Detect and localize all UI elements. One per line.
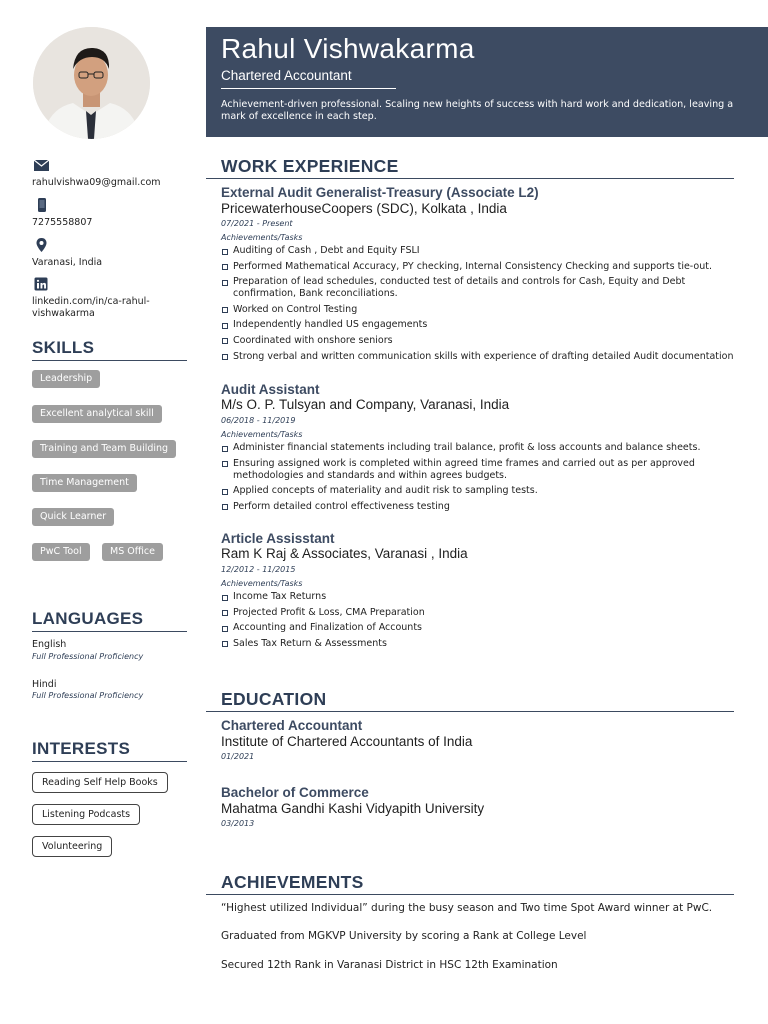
profile-photo — [33, 27, 150, 139]
email-icon — [33, 158, 50, 175]
skill-chip: Excellent analytical skill — [32, 405, 162, 423]
skill-chip: Leadership — [32, 370, 100, 388]
job-task: Strong verbal and written communication skills with experience of drafting detailed Audit documentation — [221, 351, 736, 363]
location-text: Varanasi, India — [32, 257, 103, 268]
job-title: External Audit Generalist-Treasury (Associate L2) — [221, 185, 539, 200]
job-task: Projected Profit & Loss, CMA Preparation — [221, 607, 736, 619]
linkedin-text[interactable]: linkedin.com/in/ca-rahul-vishwakarma — [32, 296, 150, 319]
education-date: 01/2021 — [221, 752, 255, 761]
languages-heading: LANGUAGES — [32, 609, 144, 628]
language-name: Hindi — [32, 679, 57, 690]
job-company: Ram K Raj & Associates, Varanasi , India — [221, 546, 468, 561]
job-task: Sales Tax Return & Assessments — [221, 638, 736, 650]
language-level: Full Professional Proficiency — [32, 652, 144, 661]
achievement-item: “Highest utilized Individual” during the busy season and Two time Spot Award winner at PwC. — [221, 902, 713, 914]
job-date: 06/2018 - 11/2019 — [221, 416, 296, 425]
skill-chip: PwC Tool — [32, 543, 90, 561]
languages-rule — [32, 631, 187, 632]
job-task: Performed Mathematical Accuracy, PY checking, Internal Consistency Checking and supports tie-out. — [221, 261, 736, 273]
job-task: Accounting and Finalization of Accounts — [221, 622, 736, 634]
job-title: Article Assisstant — [221, 531, 335, 546]
title-rule — [221, 88, 396, 89]
skills-heading: SKILLS — [32, 338, 95, 357]
job-task: Administer financial statements including trail balance, profit & loss accounts and balance sheets. — [221, 442, 736, 454]
education-heading: EDUCATION — [221, 689, 327, 709]
job-date: 12/2012 - 11/2015 — [221, 565, 296, 574]
work-heading: WORK EXPERIENCE — [221, 156, 399, 176]
job-task: Coordinated with onshore seniors — [221, 335, 736, 347]
job-title: Audit Assistant — [221, 382, 320, 397]
job-task: Independently handled US engagements — [221, 319, 736, 331]
interests-heading: INTERESTS — [32, 739, 131, 758]
achievement-item: Graduated from MGKVP University by scoring a Rank at College Level — [221, 930, 587, 942]
education-date: 03/2013 — [221, 819, 255, 828]
job-tasks-label: Achievements/Tasks — [221, 233, 303, 242]
phone-text[interactable]: 7275558807 — [32, 217, 93, 228]
email-text[interactable]: rahulvishwa09@gmail.com — [32, 177, 161, 188]
education-school: Institute of Chartered Accountants of India — [221, 734, 473, 749]
linkedin-icon — [33, 276, 50, 293]
job-date: 07/2021 - Present — [221, 219, 293, 228]
work-rule — [206, 178, 734, 179]
job-task: Perform detailed control effectiveness testing — [221, 501, 736, 513]
job-task-list — [221, 245, 736, 366]
job-task: Applied concepts of materiality and audit risk to sampling tests. — [221, 485, 736, 497]
education-degree: Bachelor of Commerce — [221, 785, 369, 800]
job-task-list — [221, 591, 736, 653]
achievement-item: Secured 12th Rank in Varanasi District in HSC 12th Examination — [221, 959, 558, 971]
education-degree: Chartered Accountant — [221, 718, 363, 733]
job-task-list — [221, 442, 736, 516]
job-task: Ensuring assigned work is completed within agreed time frames and carried out as per approved methodologies and standards and within agrees budgets. — [221, 458, 736, 482]
education-rule — [206, 711, 734, 712]
job-task: Income Tax Returns — [221, 591, 736, 603]
interest-item: Listening Podcasts — [32, 804, 140, 825]
profile-name: Rahul Vishwakarma — [221, 33, 475, 64]
language-name: English — [32, 639, 67, 650]
skill-chip: MS Office — [102, 543, 163, 561]
profile-summary: Achievement-driven professional. Scaling new heights of success with hard work and dedication, leaving a mark of excellence in each step. — [221, 99, 734, 122]
interests-rule — [32, 761, 187, 762]
phone-icon — [33, 197, 50, 214]
education-school: Mahatma Gandhi Kashi Vidyapith University — [221, 801, 485, 816]
skills-rule — [32, 360, 187, 361]
interest-item: Reading Self Help Books — [32, 772, 168, 793]
achievements-rule — [206, 894, 734, 895]
achievements-heading: ACHIEVEMENTS — [221, 872, 364, 892]
skill-chip: Time Management — [32, 474, 137, 492]
job-company: PricewaterhouseCoopers (SDC), Kolkata , India — [221, 201, 507, 216]
profile-title: Chartered Accountant — [221, 68, 352, 83]
job-task: Auditing of Cash , Debt and Equity FSLI — [221, 245, 736, 257]
job-task: Preparation of lead schedules, conducted test of details and controls for Cash, Equity and Debt confirmation, Bank reconciliations. — [221, 276, 736, 300]
job-tasks-label: Achievements/Tasks — [221, 430, 303, 439]
language-level: Full Professional Proficiency — [32, 691, 144, 700]
skill-chip: Quick Learner — [32, 508, 114, 526]
job-task: Worked on Control Testing — [221, 304, 736, 316]
skill-chip: Training and Team Building — [32, 440, 176, 458]
interest-item: Volunteering — [32, 836, 112, 857]
location-icon — [33, 237, 50, 254]
job-company: M/s O. P. Tulsyan and Company, Varanasi, India — [221, 397, 510, 412]
job-tasks-label: Achievements/Tasks — [221, 579, 303, 588]
